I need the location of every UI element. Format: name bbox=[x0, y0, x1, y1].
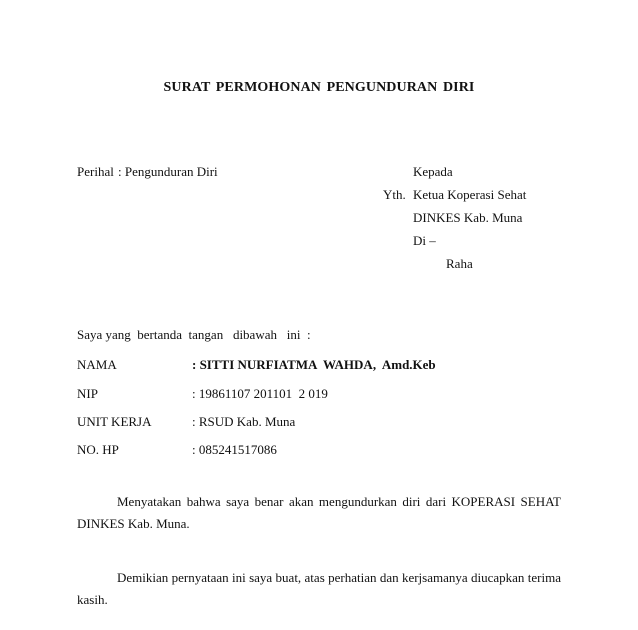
field-hp-value: : 085241517086 bbox=[192, 442, 277, 457]
recipient-line2: DINKES Kab. Muna bbox=[413, 210, 523, 225]
field-nip-label: NIP bbox=[77, 386, 98, 401]
paragraph-closing-text: Demikian pernyataan ini saya buat, atas perhatian dan kerjsamanya diucapkan terima kasih. bbox=[77, 570, 561, 607]
paragraph-statement bbox=[77, 491, 561, 535]
field-unit-label: UNIT KERJA bbox=[77, 414, 152, 429]
intro-text: Saya yang bertanda tangan dibawah ini : bbox=[77, 327, 311, 342]
paragraph-statement-text: Menyatakan bahwa saya benar akan mengundurkan diri dari KOPERASI SEHAT DINKES Kab. Muna. bbox=[77, 494, 561, 531]
perihal-label: Perihal bbox=[77, 164, 114, 179]
recipient-kepada: Kepada bbox=[413, 164, 453, 179]
recipient-line3: Di – bbox=[413, 233, 436, 248]
field-nip-value: : 19861107 201101 2 019 bbox=[192, 386, 328, 401]
recipient-line4: Raha bbox=[446, 256, 473, 271]
field-nama-value: : SITTI NURFIATMA WAHDA, Amd.Keb bbox=[192, 357, 436, 372]
field-nama-label: NAMA bbox=[77, 357, 117, 372]
perihal-value: : Pengunduran Diri bbox=[118, 164, 218, 179]
recipient-yth: Yth. bbox=[383, 187, 406, 202]
field-hp-label: NO. HP bbox=[77, 442, 119, 457]
document-title: SURAT PERMOHONAN PENGUNDURAN DIRI bbox=[163, 80, 475, 95]
paragraph-closing bbox=[77, 567, 561, 611]
recipient-line1: Ketua Koperasi Sehat bbox=[413, 187, 527, 202]
field-unit-value: : RSUD Kab. Muna bbox=[192, 414, 296, 429]
